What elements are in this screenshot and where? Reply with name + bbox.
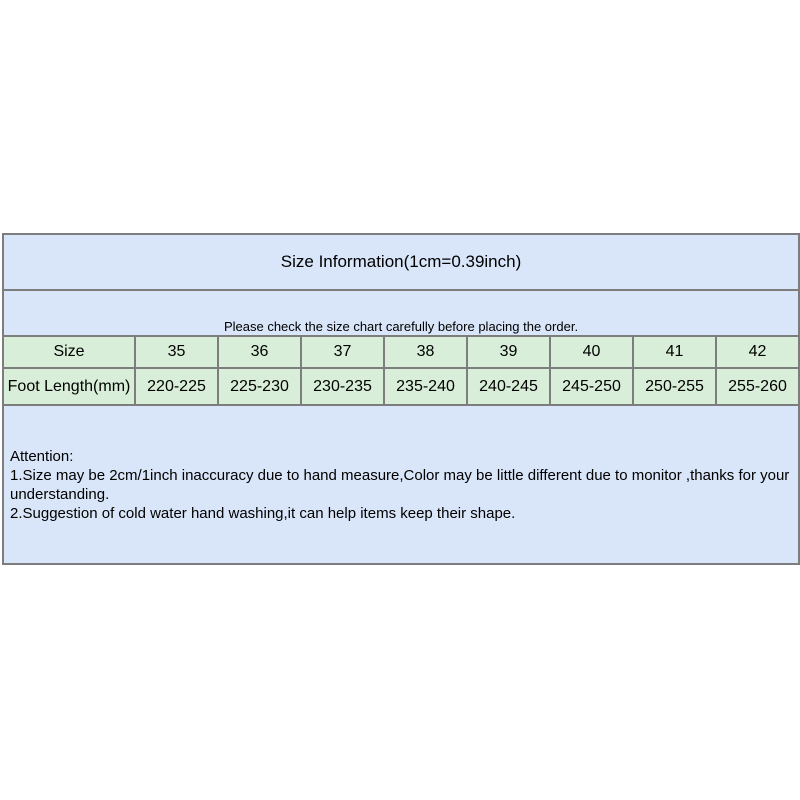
size-cell: 36 xyxy=(218,336,301,368)
size-cell: 38 xyxy=(384,336,467,368)
attention-line: 2.Suggestion of cold water hand washing,it can help items keep their shape. xyxy=(10,504,516,522)
size-row xyxy=(3,336,799,368)
size-row-header: Size xyxy=(3,336,135,368)
size-information-table xyxy=(2,233,800,565)
title-row xyxy=(3,234,799,290)
size-cell: 41 xyxy=(633,336,716,368)
size-cell: 35 xyxy=(135,336,218,368)
attention-section xyxy=(3,405,799,564)
foot-length-cell: 220-225 xyxy=(135,368,218,405)
foot-length-cell: 250-255 xyxy=(633,368,716,405)
foot-length-cell: 235-240 xyxy=(384,368,467,405)
foot-length-row xyxy=(3,368,799,405)
attention-line: understanding. xyxy=(10,485,110,503)
attention-heading: Attention: xyxy=(10,447,74,465)
foot-length-cell: 255-260 xyxy=(716,368,799,405)
size-cell: 42 xyxy=(716,336,799,368)
foot-length-cell: 230-235 xyxy=(301,368,384,405)
size-cell: 37 xyxy=(301,336,384,368)
foot-length-cell: 225-230 xyxy=(218,368,301,405)
table-title: Size Information(1cm=0.39inch) xyxy=(3,234,799,290)
notice-text: Please check the size chart carefully before placing the order. xyxy=(3,290,799,336)
size-cell: 40 xyxy=(550,336,633,368)
notice-row xyxy=(3,290,799,336)
size-cell: 39 xyxy=(467,336,550,368)
foot-length-cell: 240-245 xyxy=(467,368,550,405)
foot-length-row-header: Foot Length(mm) xyxy=(3,368,135,405)
foot-length-cell: 245-250 xyxy=(550,368,633,405)
attention-line: 1.Size may be 2cm/1inch inaccuracy due to hand measure,Color may be little different due to monitor ,thanks for your xyxy=(10,466,790,484)
attention-row xyxy=(3,405,799,564)
